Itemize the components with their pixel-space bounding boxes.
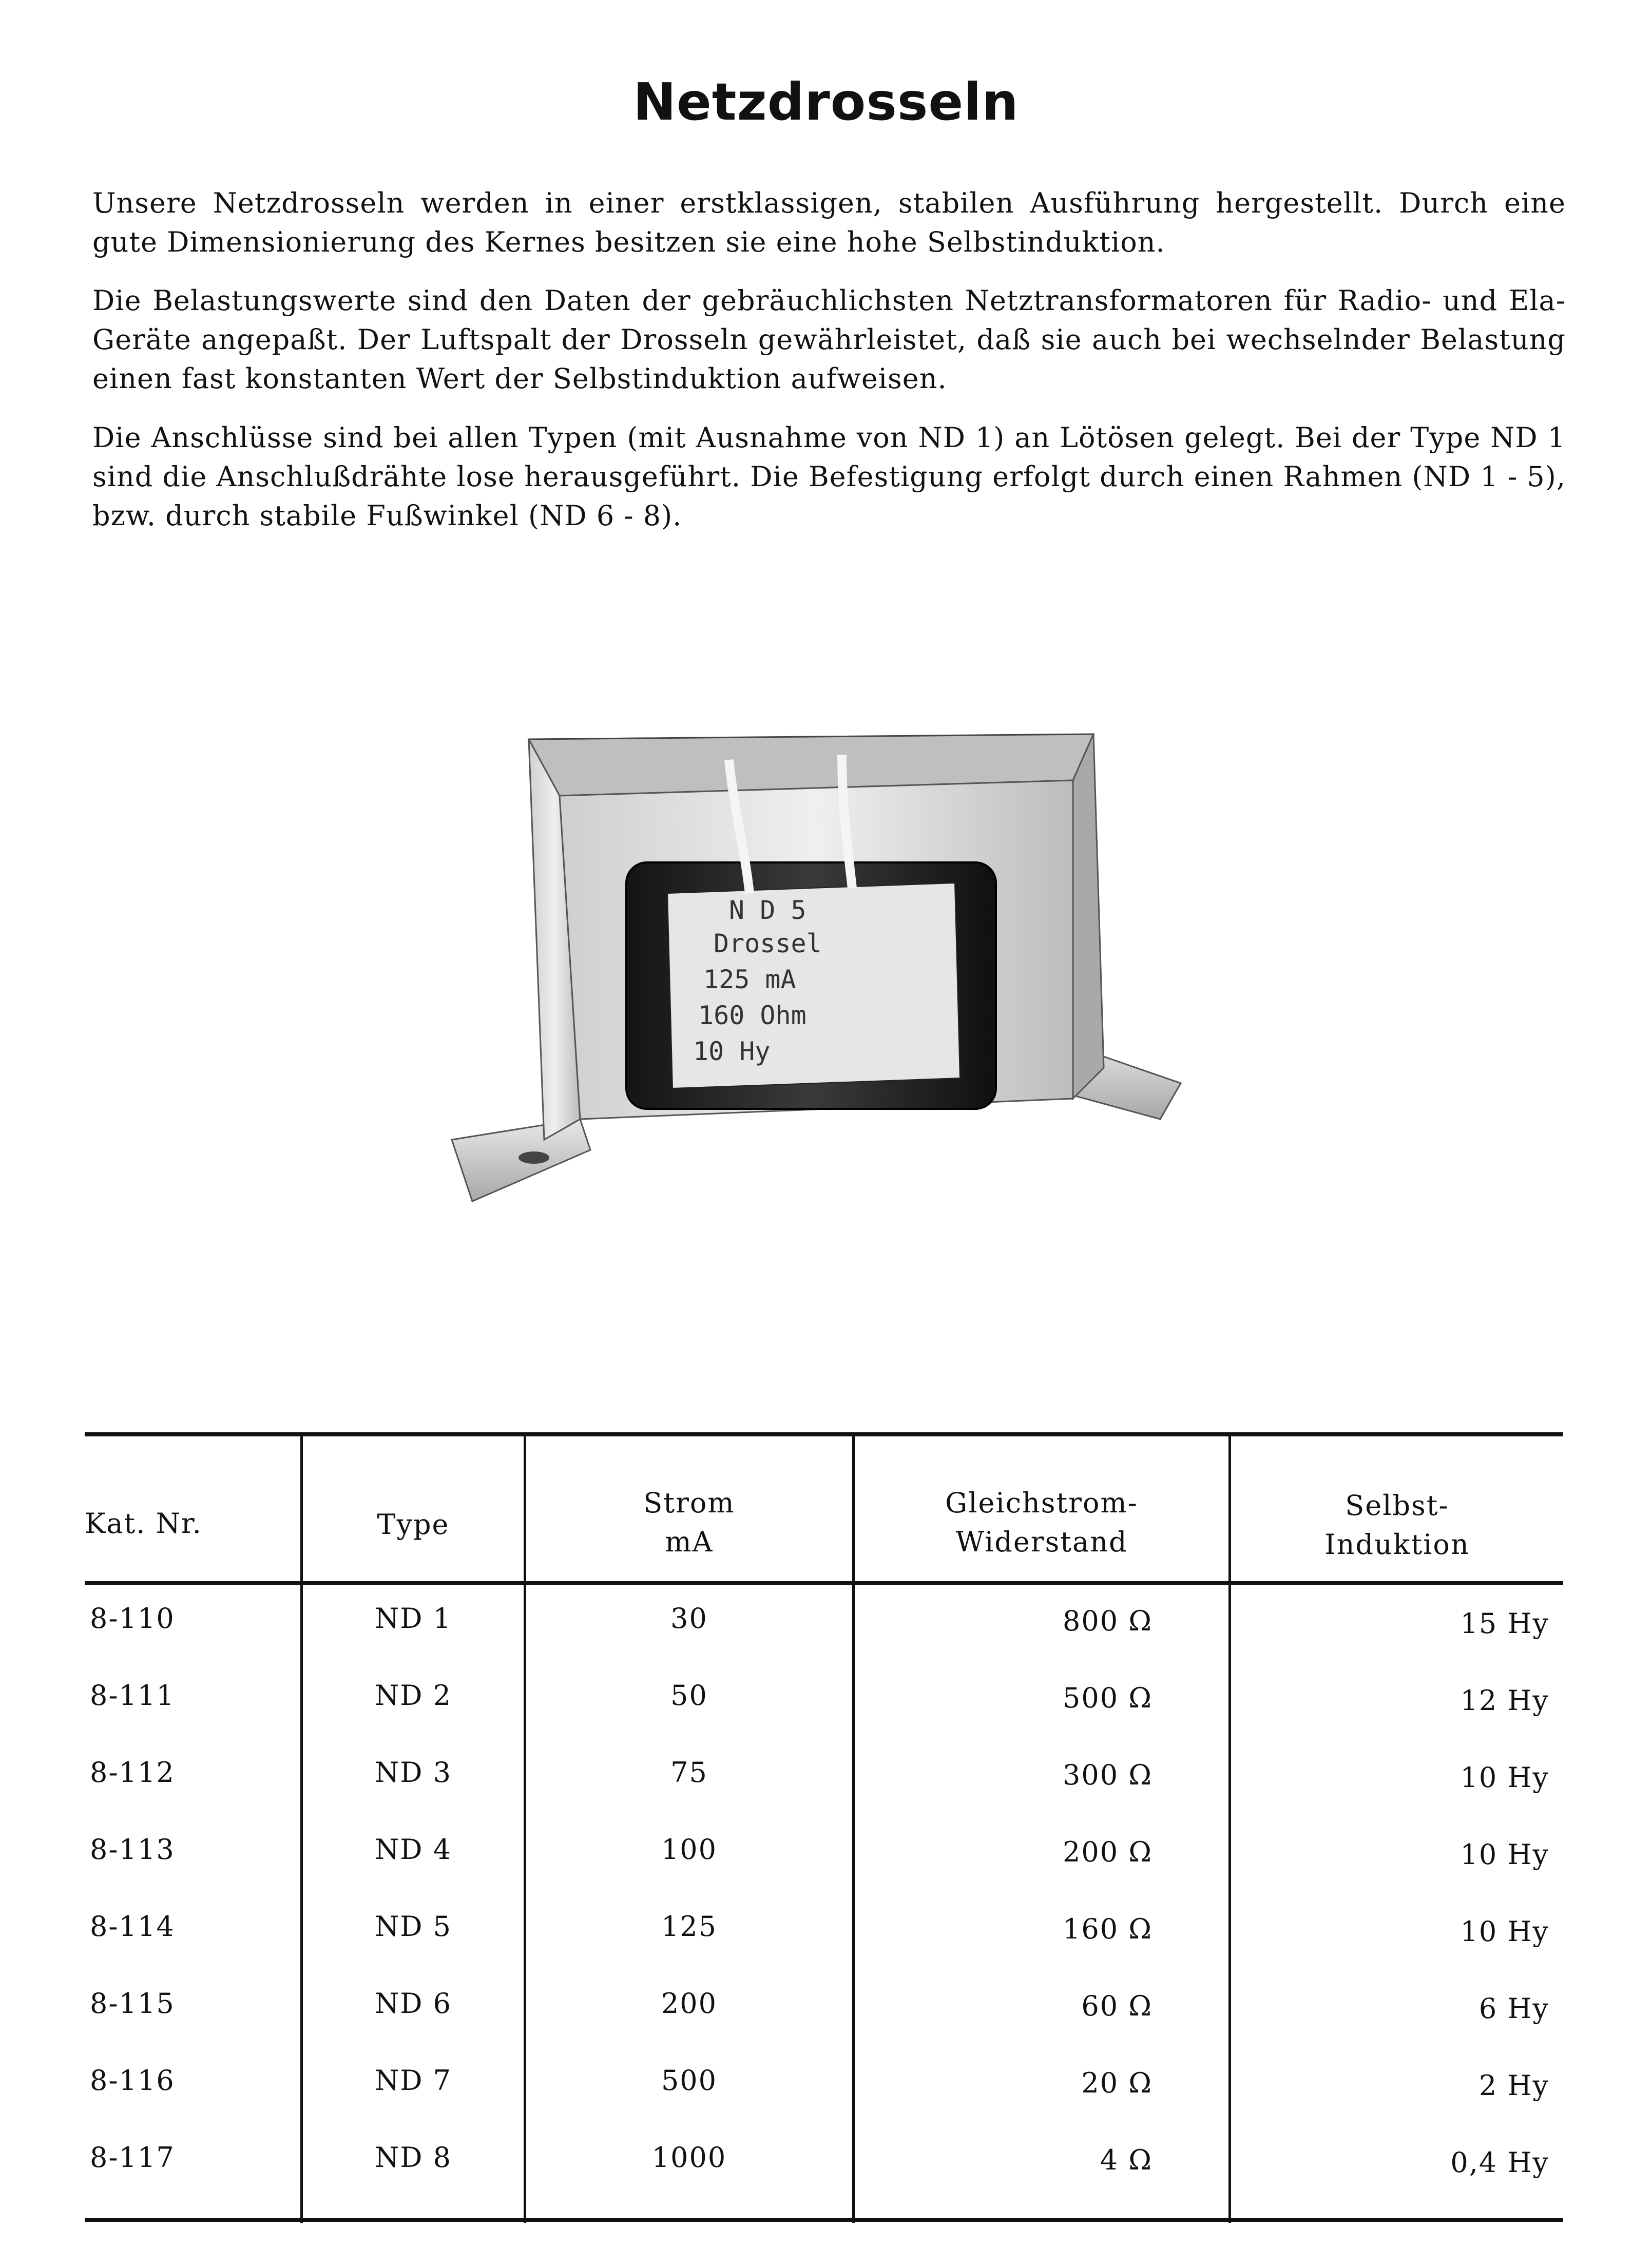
cell-widerstand: 160 Ω (1062, 1913, 1152, 1945)
cell-induktion: 10 Hy (1460, 1761, 1549, 1794)
cell-katnr: 8-111 (90, 1679, 175, 1712)
cell-type: ND 1 (374, 1602, 452, 1635)
choke-photo (441, 678, 1191, 1253)
cell-induktion: 15 Hy (1460, 1607, 1549, 1640)
photo-label-line-2: Drossel (714, 929, 822, 958)
header-strom: Strom mA (643, 1487, 735, 1558)
cell-type: ND 3 (374, 1756, 452, 1789)
cell-widerstand: 300 Ω (1062, 1759, 1152, 1791)
column-divider (300, 1432, 303, 2223)
cell-type: ND 7 (374, 2064, 452, 2097)
cell-induktion: 10 Hy (1460, 1838, 1549, 1871)
cell-widerstand: 20 Ω (1081, 2067, 1152, 2099)
cell-strom: 100 (661, 1833, 718, 1866)
cell-katnr: 8-115 (90, 1987, 175, 2020)
cell-strom: 125 (661, 1910, 718, 1943)
choke-specifications-table (85, 1432, 1563, 2223)
cell-type: ND 4 (374, 1833, 452, 1866)
cell-strom: 1000 (651, 2141, 727, 2174)
cell-katnr: 8-112 (90, 1756, 175, 1789)
cell-induktion: 6 Hy (1478, 1992, 1549, 2025)
load-paragraph: Die Belastungswerte sind den Daten der gebräuchlichsten Netztransformatoren für Radio- und Ela-Geräte angepaßt. Der Luftspalt der Drosseln gewährleistet, daß sie auch bei wechselnder Belastung einen fast konstanten Wert der Selbstinduktion aufweisen. (92, 284, 1566, 395)
cell-widerstand: 4 Ω (1100, 2144, 1152, 2176)
cell-induktion: 10 Hy (1460, 1915, 1549, 1948)
cell-type: ND 8 (374, 2141, 452, 2174)
cell-type: ND 5 (374, 1910, 452, 1943)
header-induktion: Selbst- Induktion (1324, 1489, 1470, 1561)
table-top-rule (85, 1432, 1563, 1436)
cell-type: ND 2 (374, 1679, 452, 1712)
cell-induktion: 12 Hy (1460, 1684, 1549, 1717)
cell-strom: 30 (670, 1602, 708, 1635)
header-widerstand: Gleichstrom- Widerstand (945, 1487, 1138, 1558)
cell-strom: 50 (670, 1679, 708, 1712)
intro-paragraph: Unsere Netzdrosseln werden in einer erstklassigen, stabilen Ausführung hergestellt. Durch eine gute Dimensionierung des Kernes besitzen sie eine hohe Selbstinduktion. (92, 187, 1566, 258)
cell-katnr: 8-114 (90, 1910, 175, 1943)
table-bottom-rule (85, 2218, 1563, 2222)
photo-label-line-1: N D 5 (729, 895, 806, 925)
cell-katnr: 8-113 (90, 1833, 175, 1866)
cell-katnr: 8-116 (90, 2064, 175, 2097)
cell-widerstand: 200 Ω (1062, 1836, 1152, 1868)
header-katnr: Kat. Nr. (85, 1507, 202, 1540)
photo-label-line-3: 125 mA (703, 965, 796, 994)
connection-paragraph: Die Anschlüsse sind bei allen Typen (mit Ausnahme von ND 1) an Lötösen gelegt. Bei der Type ND 1 sind die Anschlußdrähte lose herausgeführt. Die Befestigung erfolgt durch einen Rahmen (ND 1 - 5), bzw. durch stabile Fußwinkel (ND 6 - 8). (92, 421, 1566, 532)
photo-label-line-5: 10 Hy (693, 1036, 771, 1066)
page-title: Netzdrosseln (633, 72, 1019, 132)
cell-induktion: 0,4 Hy (1450, 2146, 1549, 2179)
cell-strom: 75 (670, 1756, 708, 1789)
table-header-rule (85, 1581, 1563, 1585)
cell-widerstand: 500 Ω (1062, 1682, 1152, 1714)
cell-strom: 200 (661, 1987, 718, 2020)
cell-widerstand: 60 Ω (1081, 1990, 1152, 2022)
cell-katnr: 8-110 (90, 1602, 175, 1635)
cell-widerstand: 800 Ω (1062, 1605, 1152, 1637)
cell-type: ND 6 (374, 1987, 452, 2020)
header-type: Type (377, 1508, 450, 1541)
photo-label-line-4: 160 Ohm (698, 1001, 806, 1030)
cell-induktion: 2 Hy (1478, 2069, 1549, 2102)
cell-strom: 500 (661, 2064, 718, 2097)
cell-katnr: 8-117 (90, 2141, 175, 2174)
